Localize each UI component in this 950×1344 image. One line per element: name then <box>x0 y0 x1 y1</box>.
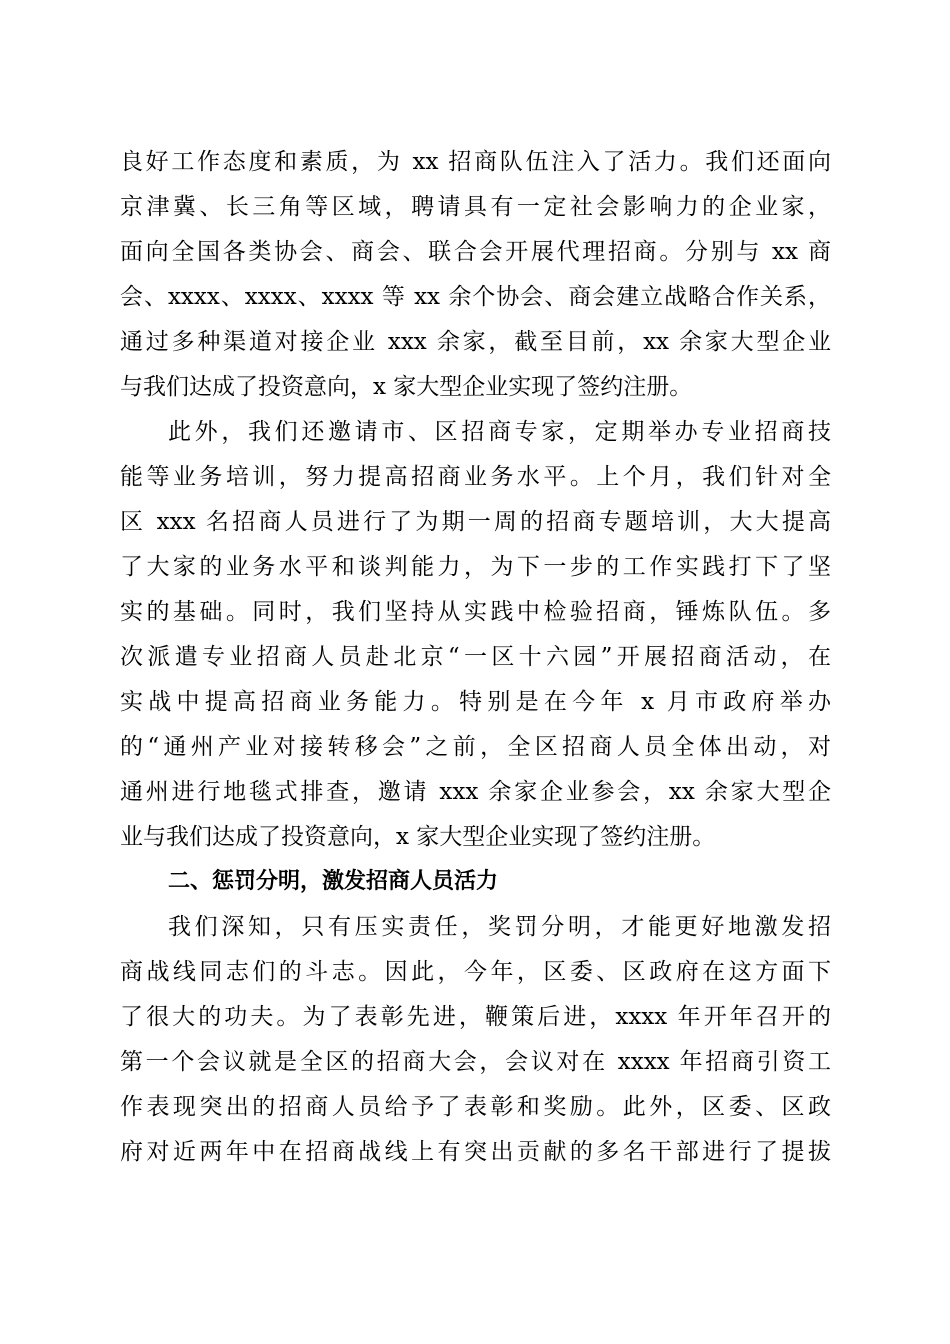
paragraph-3-line: 了很大的功夫。为了表彰先进，鞭策后进，xxxx 年开年召开的 <box>120 1004 831 1030</box>
paragraph-1-line: 与我们达成了投资意向，x 家大型企业实现了签约注册。 <box>120 374 693 400</box>
paragraph-2-line: 业与我们达成了投资意向，x 家大型企业实现了签约注册。 <box>120 824 716 850</box>
paragraph-3-line: 我们深知，只有压实责任，奖罚分明，才能更好地激发招 <box>168 914 831 940</box>
paragraph-2-line: 区 xxx 名招商人员进行了为期一周的招商专题培训，大大提高 <box>120 509 831 535</box>
paragraph-2-line: 次派遣专业招商人员赴北京“一区十六园”开展招商活动，在 <box>120 644 831 670</box>
section-heading: 二、惩罚分明，激发招商人员活力 <box>168 869 499 894</box>
paragraph-1-line: 京津冀、长三角等区域，聘请具有一定社会影响力的企业家， <box>120 194 831 220</box>
paragraph-2-line: 的“通州产业对接转移会”之前，全区招商人员全体出动，对 <box>120 734 831 760</box>
paragraph-2-line: 实的基础。同时，我们坚持从实践中检验招商，锤炼队伍。多 <box>120 599 831 625</box>
paragraph-2-line: 能等业务培训，努力提高招商业务水平。上个月，我们针对全 <box>120 464 831 490</box>
paragraph-2-line: 此外，我们还邀请市、区招商专家，定期举办专业招商技 <box>168 419 831 445</box>
paragraph-1-line: 面向全国各类协会、商会、联合会开展代理招商。分别与 xx 商 <box>120 239 831 265</box>
paragraph-3-line: 第一个会议就是全区的招商大会，会议对在 xxxx 年招商引资工 <box>120 1049 831 1075</box>
paragraph-2-line: 实战中提高招商业务能力。特别是在今年 x 月市政府举办 <box>120 689 831 715</box>
paragraph-3-line: 商战线同志们的斗志。因此，今年，区委、区政府在这方面下 <box>120 959 831 985</box>
paragraph-3-line: 作表现突出的招商人员给予了表彰和奖励。此外，区委、区政 <box>120 1094 831 1120</box>
paragraph-1-line: 通过多种渠道对接企业 xxx 余家，截至目前，xx 余家大型企业 <box>120 329 831 355</box>
paragraph-1-line: 会、xxxx、xxxx、xxxx 等 xx 余个协会、商会建立战略合作关系， <box>120 284 831 310</box>
paragraph-3-line: 府对近两年中在招商战线上有突出贡献的多名干部进行了提拔 <box>120 1139 831 1165</box>
paragraph-1-line: 良好工作态度和素质，为 xx 招商队伍注入了活力。我们还面向 <box>120 149 831 175</box>
paragraph-2-line: 了大家的业务水平和谈判能力，为下一步的工作实践打下了坚 <box>120 554 831 580</box>
paragraph-2-line: 通州进行地毯式排查，邀请 xxx 余家企业参会，xx 余家大型企 <box>120 779 831 805</box>
